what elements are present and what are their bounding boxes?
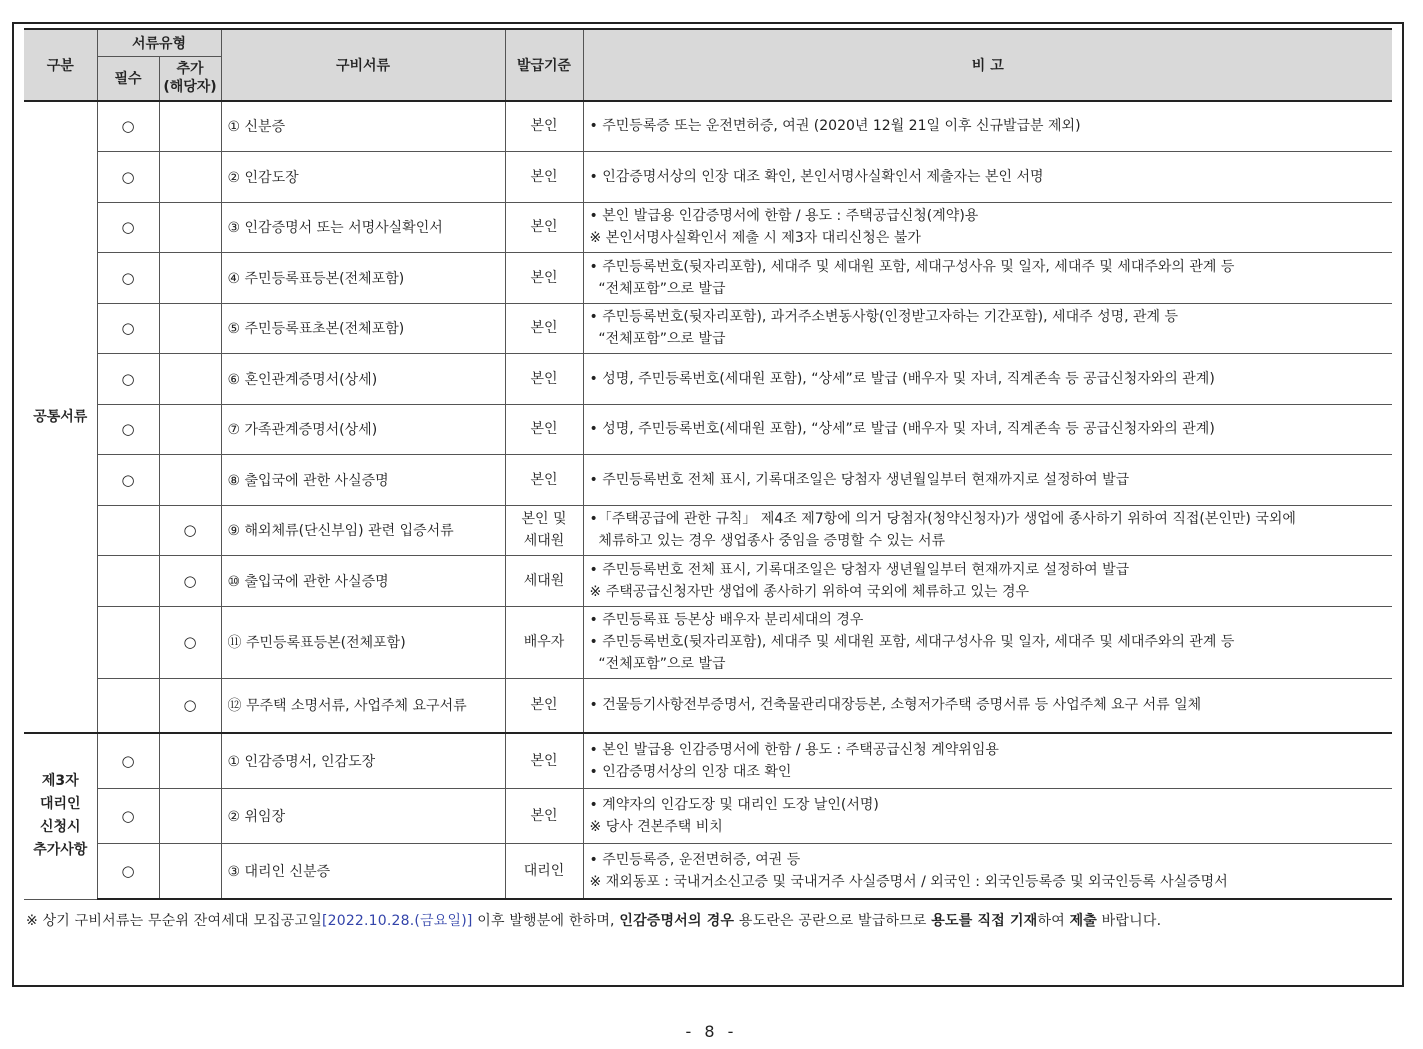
document-name: ③ 대리인 신분증 — [221, 843, 505, 899]
table-row — [24, 788, 1392, 843]
footnote-text-2: 이후 발행분에 한하며, — [472, 913, 620, 929]
remarks — [583, 454, 1392, 505]
document-name: ⑪ 주민등록표등본(전체포함) — [221, 606, 505, 678]
remark-line: “전체포함”으로 발급 — [589, 331, 726, 347]
document-name: ⑧ 출입국에 관한 사실증명 — [221, 454, 505, 505]
required-mark: ○ — [97, 303, 159, 353]
remarks — [583, 202, 1392, 252]
remark-line: • 주민등록번호(뒷자리포함), 세대주 및 세대원 포함, 세대구성사유 및 일자, 세대주 및 세대주와의 관계 등 — [589, 258, 1235, 275]
header-doc-type: 서류유형 — [97, 29, 221, 56]
remark-line: ※ 당사 견본주택 비치 — [589, 818, 723, 835]
required-mark — [97, 606, 159, 678]
table-row — [24, 101, 1392, 151]
additional-mark — [159, 151, 221, 202]
required-mark: ○ — [97, 788, 159, 843]
footnote-bold-1: 인감증명서의 경우 — [619, 913, 735, 929]
issue-basis-line: 본인 — [530, 697, 558, 714]
remarks — [583, 151, 1392, 202]
table-row — [24, 606, 1392, 678]
group-common-documents — [24, 101, 97, 733]
footnote-bold-2: 용도를 직접 기재 — [931, 913, 1038, 929]
document-name: ⑨ 해외체류(단신부임) 관련 입증서류 — [221, 505, 505, 555]
table-row — [24, 252, 1392, 303]
required-mark — [97, 555, 159, 606]
header-category: 구분 — [24, 29, 97, 101]
remark-line: • 건물등기사항전부증명서, 건축물관리대장등본, 소형저가주택 증명서류 등 사업주체 요구 서류 일체 — [589, 697, 1202, 714]
issue-basis — [505, 353, 583, 404]
document-name: ① 신분증 — [221, 101, 505, 151]
issue-basis-line: 본인 — [530, 421, 558, 437]
required-mark: ○ — [97, 454, 159, 505]
additional-mark — [159, 303, 221, 353]
table-row — [24, 843, 1392, 899]
header-additional-line1: 추가 — [176, 61, 204, 78]
additional-mark: ○ — [159, 505, 221, 555]
table-row — [24, 555, 1392, 606]
remark-line: • 주민등록증 또는 운전면허증, 여권 (2020년 12월 21일 이후 신규발급분 제외) — [589, 118, 1081, 135]
footnote-date: [2022.10.28.(금요일)] — [321, 913, 473, 929]
required-mark: ○ — [97, 843, 159, 899]
group-common-documents-label: 공통서류 — [33, 408, 88, 425]
document-name: ② 인감도장 — [221, 151, 505, 202]
remark-line: “전체포함”으로 발급 — [589, 280, 726, 297]
issue-basis-line: 본인 — [530, 320, 558, 336]
additional-mark — [159, 843, 221, 899]
remark-line: • 주민등록증, 운전면허증, 여권 등 — [589, 851, 801, 868]
required-documents-table — [24, 28, 1392, 900]
issue-basis-line: 본인 — [530, 168, 558, 185]
issue-basis-line: 본인 — [530, 752, 558, 769]
remark-line: •「주택공급에 관한 규칙」 제4조 제7항에 의거 당첨자(청약신청자)가 생업에 종사하기 위하여 직접(본인만) 국외에 — [589, 511, 1296, 527]
document-name: ⑩ 출입국에 관한 사실증명 — [221, 555, 505, 606]
additional-mark — [159, 454, 221, 505]
document-name: ① 인감증명서, 인감도장 — [221, 733, 505, 788]
issue-basis — [505, 843, 583, 899]
table-row — [24, 151, 1392, 202]
table-row — [24, 353, 1392, 404]
additional-mark — [159, 788, 221, 843]
issue-basis — [505, 555, 583, 606]
issue-basis — [505, 733, 583, 788]
additional-mark — [159, 101, 221, 151]
footnote — [26, 910, 1161, 930]
issue-basis — [505, 454, 583, 505]
remark-line: • 주민등록번호 전체 표시, 기록대조일은 당첨자 생년월일부터 현재까지로 설정하여 발급 — [589, 471, 1130, 488]
group-proxy-documents-label: 신청시 — [39, 819, 81, 836]
issue-basis-line: 대리인 — [523, 862, 565, 879]
footnote-text-3: 용도란은 공란으로 발급하므로 — [734, 913, 932, 929]
group-proxy-documents-label: 추가사항 — [33, 842, 88, 859]
issue-basis — [505, 303, 583, 353]
issue-basis — [505, 252, 583, 303]
additional-mark — [159, 733, 221, 788]
additional-mark: ○ — [159, 678, 221, 733]
issue-basis-line: 본인 — [530, 269, 558, 286]
remark-line: “전체포함”으로 발급 — [589, 656, 726, 672]
remarks — [583, 353, 1392, 404]
remarks — [583, 555, 1392, 606]
remark-line: • 계약자의 인감도장 및 대리인 도장 날인(서명) — [589, 796, 879, 813]
table-row — [24, 505, 1392, 555]
remark-line: • 인감증명서상의 인장 대조 확인, 본인서명사실확인서 제출자는 본인 서명 — [589, 168, 1044, 185]
remarks — [583, 101, 1392, 151]
footnote-text-1: ※ 상기 구비서류는 무순위 잔여세대 모집공고일 — [26, 913, 322, 929]
remark-line: 체류하고 있는 경우 생업종사 중임을 증명할 수 있는 서류 — [589, 533, 946, 549]
additional-mark — [159, 202, 221, 252]
issue-basis — [505, 788, 583, 843]
group-proxy-documents-label: 대리인 — [39, 796, 81, 813]
additional-mark — [159, 252, 221, 303]
table-row — [24, 454, 1392, 505]
document-name: ⑦ 가족관계증명서(상세) — [221, 404, 505, 454]
issue-basis-line: 본인 — [530, 807, 558, 824]
remarks — [583, 678, 1392, 733]
document-name: ⑫ 무주택 소명서류, 사업주체 요구서류 — [221, 678, 505, 733]
required-mark: ○ — [97, 353, 159, 404]
remarks — [583, 303, 1392, 353]
document-name: ⑤ 주민등록표초본(전체포함) — [221, 303, 505, 353]
remark-line: ※ 본인서명사실확인서 제출 시 제3자 대리신청은 불가 — [589, 230, 921, 246]
page-number: - 8 - — [685, 1022, 738, 1041]
remarks — [583, 843, 1392, 899]
remark-line: ※ 주택공급신청자만 생업에 종사하기 위하여 국외에 체류하고 있는 경우 — [589, 583, 1030, 600]
issue-basis — [505, 101, 583, 151]
remark-line: • 주민등록번호 전체 표시, 기록대조일은 당첨자 생년월일부터 현재까지로 설정하여 발급 — [589, 561, 1130, 578]
remarks — [583, 733, 1392, 788]
issue-basis-line: 세대원 — [523, 572, 565, 589]
footnote-text-5: 바랍니다. — [1097, 913, 1162, 929]
header-additional — [159, 56, 221, 101]
required-mark: ○ — [97, 404, 159, 454]
remark-line: • 주민등록번호(뒷자리포함), 과거주소변동사항(인정받고자하는 기간포함), 세대주 성명, 관계 등 — [589, 309, 1179, 325]
remark-line: ※ 재외동포 : 국내거소신고증 및 국내거주 사실증명서 / 외국인 : 외국인등록증 및 외국인등록 사실증명서 — [589, 873, 1228, 890]
required-mark — [97, 678, 159, 733]
remark-line: • 성명, 주민등록번호(세대원 포함), “상세”로 발급 (배우자 및 자녀, 직계존속 등 공급신청자와의 관계) — [589, 370, 1215, 387]
issue-basis-line: 본인 — [530, 471, 558, 488]
table-row — [24, 678, 1392, 733]
issue-basis-line: 세대원 — [523, 533, 565, 549]
group-proxy-documents-label: 제3자 — [41, 773, 79, 790]
table-row — [24, 202, 1392, 252]
remarks — [583, 606, 1392, 678]
issue-basis — [505, 202, 583, 252]
header-documents: 구비서류 — [221, 29, 505, 101]
issue-basis — [505, 606, 583, 678]
document-name: ⑥ 혼인관계증명서(상세) — [221, 353, 505, 404]
remark-line: • 본인 발급용 인감증명서에 한함 / 용도 : 주택공급신청(계약)용 — [589, 208, 979, 224]
footnote-text-4: 하여 — [1037, 913, 1070, 929]
remark-line: • 주민등록번호(뒷자리포함), 세대주 및 세대원 포함, 세대구성사유 및 일자, 세대주 및 세대주와의 관계 등 — [589, 634, 1235, 650]
document-name: ④ 주민등록표등본(전체포함) — [221, 252, 505, 303]
required-mark — [97, 505, 159, 555]
remark-line: • 성명, 주민등록번호(세대원 포함), “상세”로 발급 (배우자 및 자녀, 직계존속 등 공급신청자와의 관계) — [589, 421, 1215, 437]
header-issue-basis: 발급기준 — [505, 29, 583, 101]
issue-basis — [505, 151, 583, 202]
issue-basis-line: 본인 — [530, 118, 558, 135]
issue-basis-line: 본인 및 — [521, 511, 567, 527]
remark-line: • 인감증명서상의 인장 대조 확인 — [589, 763, 792, 780]
footnote-bold-3: 제출 — [1069, 913, 1098, 929]
issue-basis — [505, 404, 583, 454]
remarks — [583, 788, 1392, 843]
header-remarks: 비 고 — [583, 29, 1392, 101]
required-mark: ○ — [97, 151, 159, 202]
required-mark: ○ — [97, 101, 159, 151]
additional-mark: ○ — [159, 606, 221, 678]
issue-basis — [505, 678, 583, 733]
issue-basis-line: 본인 — [530, 219, 558, 235]
remarks — [583, 252, 1392, 303]
issue-basis-line: 배우자 — [523, 634, 565, 650]
issue-basis-line: 본인 — [530, 370, 558, 387]
remarks — [583, 404, 1392, 454]
required-mark: ○ — [97, 202, 159, 252]
table-row — [24, 303, 1392, 353]
additional-mark: ○ — [159, 555, 221, 606]
remark-line: • 본인 발급용 인감증명서에 한함 / 용도 : 주택공급신청 계약위임용 — [589, 741, 999, 758]
header-additional-line2: (해당자) — [163, 79, 217, 96]
remarks — [583, 505, 1392, 555]
group-proxy-documents — [24, 733, 97, 899]
header-required: 필수 — [97, 56, 159, 101]
required-mark: ○ — [97, 252, 159, 303]
remark-line: • 주민등록표 등본상 배우자 분리세대의 경우 — [589, 612, 864, 628]
issue-basis — [505, 505, 583, 555]
additional-mark — [159, 353, 221, 404]
table-row — [24, 733, 1392, 788]
document-name: ② 위임장 — [221, 788, 505, 843]
required-mark: ○ — [97, 733, 159, 788]
table-row — [24, 404, 1392, 454]
additional-mark — [159, 404, 221, 454]
document-name: ③ 인감증명서 또는 서명사실확인서 — [221, 202, 505, 252]
